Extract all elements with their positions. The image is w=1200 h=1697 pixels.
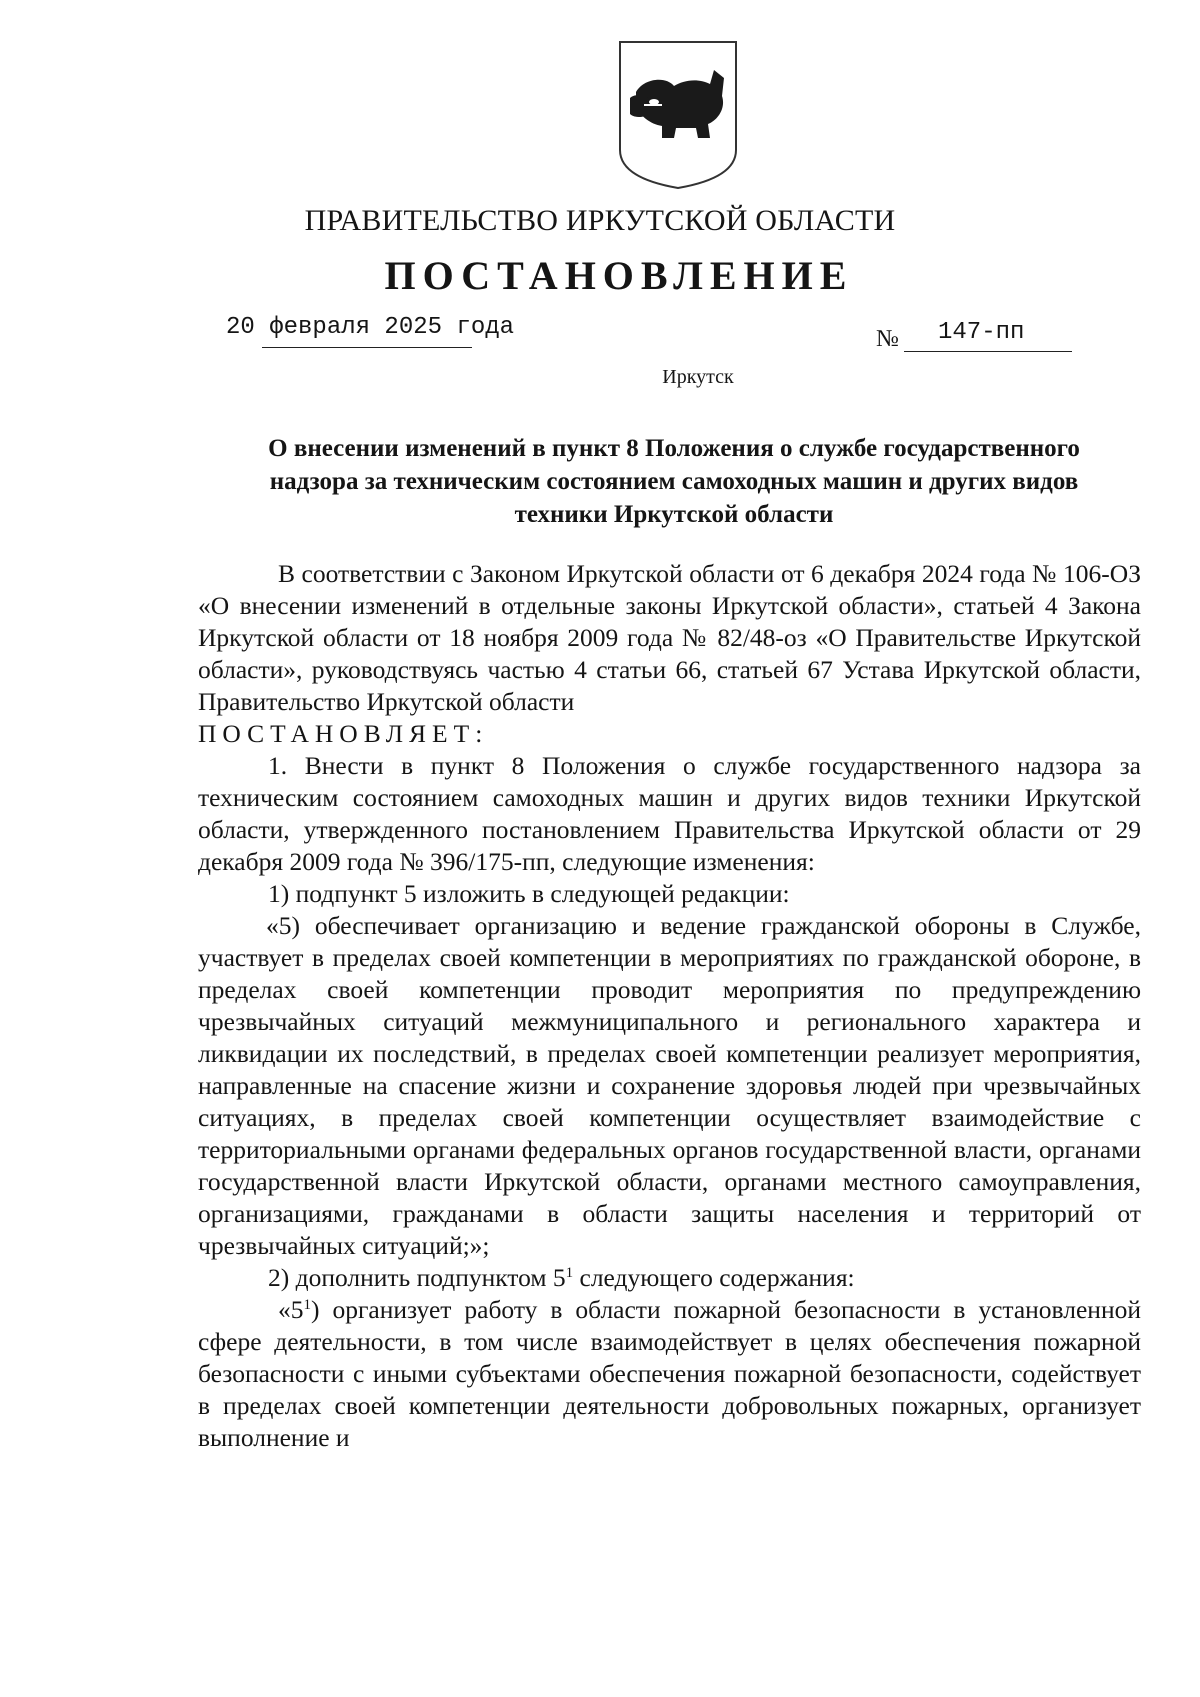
document-type: ПОСТАНОВЛЕНИЕ — [384, 253, 854, 298]
superscript: 1 — [303, 1297, 311, 1313]
subitem-2-heading-text: 2) дополнить подпунктом 5 — [268, 1263, 566, 1292]
subitem-2-text-part: «5 — [278, 1295, 304, 1324]
document-body — [198, 558, 1141, 1454]
subitem-2-text — [198, 1294, 1141, 1454]
heading-line: О внесении изменений в пункт 8 Положения о службе государственного — [268, 435, 1080, 462]
preamble-paragraph: В соответствии с Законом Иркутской области от 6 декабря 2024 года № 106-ОЗ «О внесении изменений в отдельные законы Иркутской области», статьей 4 Закона Иркутской области от 18 ноября 2009 года № 82/48-оз «О Правительстве Иркутской области», руководствуясь частью 4 статьи 66, статьей 67 Устава Иркутской области, Правительство Иркутской области — [198, 559, 1141, 716]
date-underline — [262, 347, 472, 348]
resolves-line: ПОСТАНОВЛЯЕТ: — [198, 719, 489, 748]
heading-line: техники Иркутской области — [514, 501, 834, 528]
document-date: 20 февраля 2025 года — [226, 314, 515, 341]
subitem-2-heading — [198, 1262, 1141, 1294]
superscript: 1 — [565, 1265, 574, 1281]
city: Иркутск — [662, 366, 734, 388]
item-1-paragraph: 1. Внести в пункт 8 Положения о службе государственного надзора за техническим состоянием самоходных машин и других видов техники Иркутской области, утвержденного постановлением Правительства Иркутской области от 29 декабря 2009 года № 396/175-пп, следующие изменения: — [198, 751, 1141, 876]
number-sign: № — [876, 326, 899, 352]
subitem-1-heading: 1) подпункт 5 изложить в следующей редакции: — [268, 879, 790, 908]
irkutsk-coat-of-arms-icon — [614, 38, 742, 190]
document-number: 147-пп — [938, 319, 1025, 346]
subitem-1-text: «5) обеспечивает организацию и ведение гражданской обороны в Службе, участвует в пределах своей компетенции в мероприятиях по гражданской обороне, в пределах своей компетенции проводит мероприятия по предупреждению чрезвычайных ситуаций межмуниципального и регионального характера и ликвидации их последствий, в пределах своей компетенции реализует мероприятия, направленные на спасение жизни и сохранение здоровья людей при чрезвычайных ситуациях, в пределах своей компетенции осуществляет взаимодействие с территориальными органами федеральных органов государственной власти, органами государственной власти Иркутской области, органами местного самоуправления, организациями, гражданами в области защиты населения и территорий от чрезвычайных ситуаций;»; — [198, 911, 1141, 1260]
subitem-2-heading-text: следующего содержания: — [573, 1263, 855, 1292]
document-heading — [208, 432, 1140, 531]
number-underline — [904, 351, 1072, 352]
government-name: ПРАВИТЕЛЬСТВО ИРКУТСКОЙ ОБЛАСТИ — [304, 204, 896, 237]
subitem-2-text-part: ) организует работу в области пожарной безопасности в установленной сфере деятельности, в том числе взаимодействует в целях обеспечения пожарной безопасности с иными субъектами обеспечения пожарной безопасности, содействует в пределах своей компетенции деятельности добровольных пожарных, организует выполнение и — [198, 1295, 1141, 1452]
heading-line: надзора за техническим состоянием самоходных машин и других видов — [269, 468, 1079, 495]
